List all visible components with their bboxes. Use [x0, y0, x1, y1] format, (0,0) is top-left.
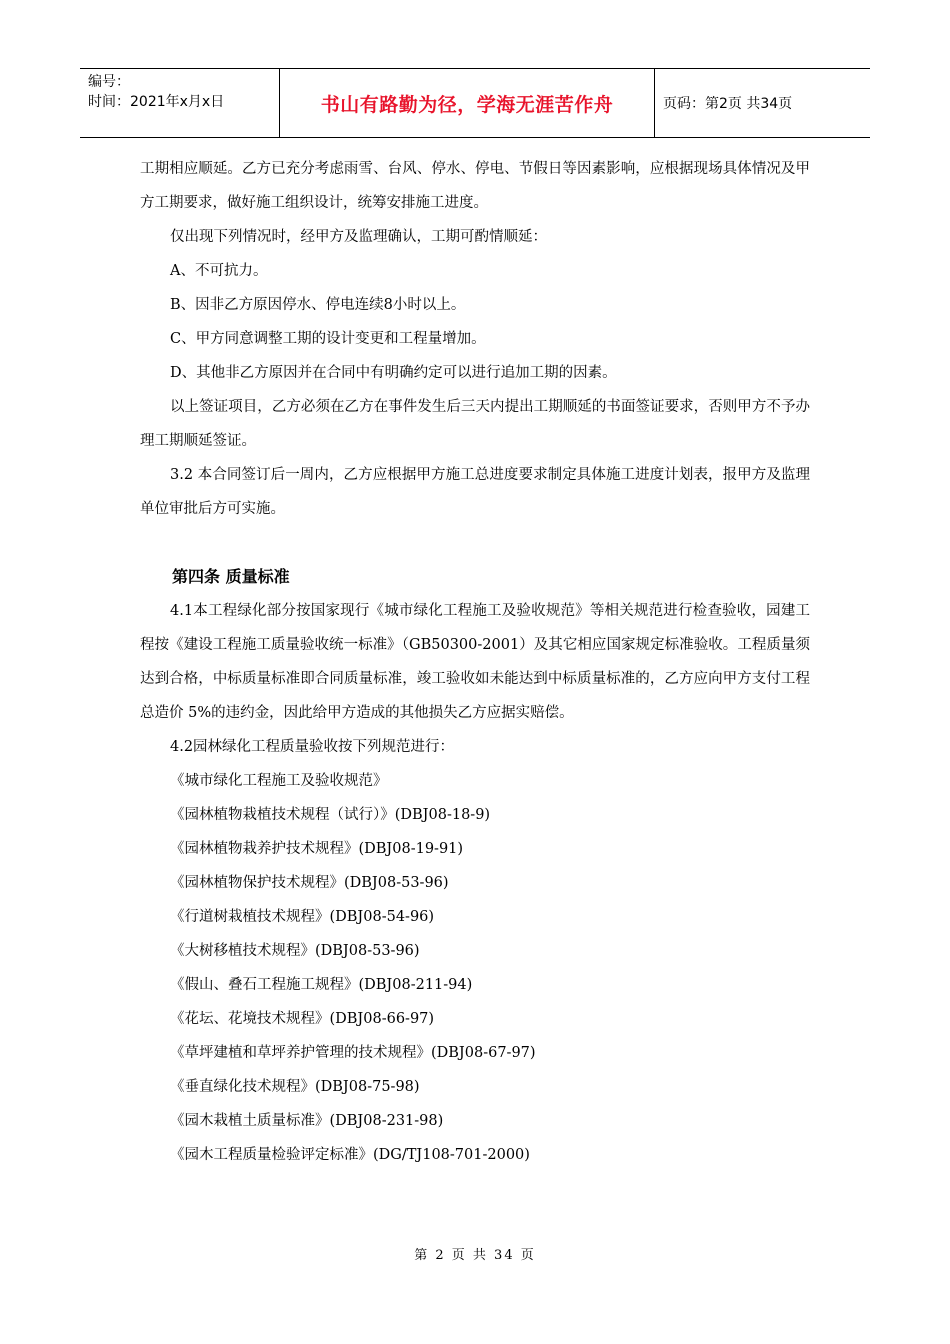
document-number: 编号： — [88, 74, 130, 90]
standard-item: 《花坛、花境技术规程》(DBJ08-66-97) — [170, 1011, 435, 1027]
standard-item: 《园木工程质量检验评定标准》(DG/TJ108-701-2000) — [170, 1147, 530, 1163]
section-gap — [140, 526, 810, 560]
document-date: 时间：2021年x月x日 — [88, 94, 225, 110]
page-header — [80, 68, 870, 138]
standard-item: 《城市绿化工程施工及验收规范》 — [170, 773, 388, 789]
paragraph-3-2: 3.2 本合同签订后一周内，乙方应根据甲方施工总进度要求制定具体施工进度计划表，报甲方及监理单位审批后方可实施。 — [140, 467, 810, 517]
paragraph-conditions-intro: 仅出现下列情况时，经甲方及监理确认，工期可酌情顺延： — [170, 229, 547, 245]
standards-list — [140, 764, 810, 1172]
standard-item: 《假山、叠石工程施工规程》(DBJ08-211-94) — [170, 977, 473, 993]
list-item-b: B、因非乙方原因停水、停电连续8小时以上。 — [170, 297, 466, 313]
paragraph-4-2: 4.2园林绿化工程质量验收按下列规范进行： — [170, 739, 455, 755]
standard-item: 《草坪建植和草坪养护管理的技术规程》(DBJ08-67-97) — [170, 1045, 536, 1061]
paragraph-schedule-extension: 工期相应顺延。乙方已充分考虑雨雪、台风、停水、停电、节假日等因素影响，应根据现场具体情况及甲方工期要求，做好施工组织设计，统筹安排施工进度。 — [140, 161, 810, 211]
paragraph-visa-requirement: 以上签证项目，乙方必须在乙方在事件发生后三天内提出工期顺延的书面签证要求，否则甲方不予办理工期顺延签证。 — [140, 399, 810, 449]
standard-item: 《园林植物栽养护技术规程》(DBJ08-19-91) — [170, 841, 464, 857]
standard-item: 《垂直绿化技术规程》(DBJ08-75-98) — [170, 1079, 420, 1095]
list-item-a: A、不可抗力。 — [170, 263, 268, 279]
standard-item: 《行道树栽植技术规程》(DBJ08-54-96) — [170, 909, 435, 925]
standard-item: 《园林植物保护技术规程》(DBJ08-53-96) — [170, 875, 449, 891]
section-heading-quality: 第四条 质量标准 — [172, 567, 290, 586]
header-motto: 书山有路勤为径，学海无涯苦作舟 — [280, 69, 655, 137]
standard-item: 《大树移植技术规程》(DBJ08-53-96) — [170, 943, 420, 959]
standard-item: 《园林植物栽植技术规程（试行）》(DBJ08-18-9) — [170, 807, 491, 823]
standard-item: 《园木栽植土质量标准》(DBJ08-231-98) — [170, 1113, 444, 1129]
list-item-c: C、甲方同意调整工期的设计变更和工程量增加。 — [170, 331, 486, 347]
document-body — [140, 152, 810, 1172]
page-footer: 第 2 页 共 34 页 — [414, 1248, 536, 1263]
paragraph-4-1: 4.1本工程绿化部分按国家现行《城市绿化工程施工及验收规范》等相关规范进行检查验收，园建工程按《建设工程施工质量验收统一标准》（GB50300-2001）及其它相应国家规定标准验收。工程质量须达到合格，中标质量标准即合同质量标准，竣工验收如未能达到中标质量标准的，乙方应向甲方支付工程总造价 5%的违约金，因此给甲方造成的其他损失乙方应据实赔偿。 — [140, 603, 810, 721]
list-item-d: D、其他非乙方原因并在合同中有明确约定可以进行追加工期的因素。 — [170, 365, 617, 381]
header-page-number: 页码：第2页 共34页 — [663, 96, 793, 112]
header-meta — [80, 69, 280, 137]
